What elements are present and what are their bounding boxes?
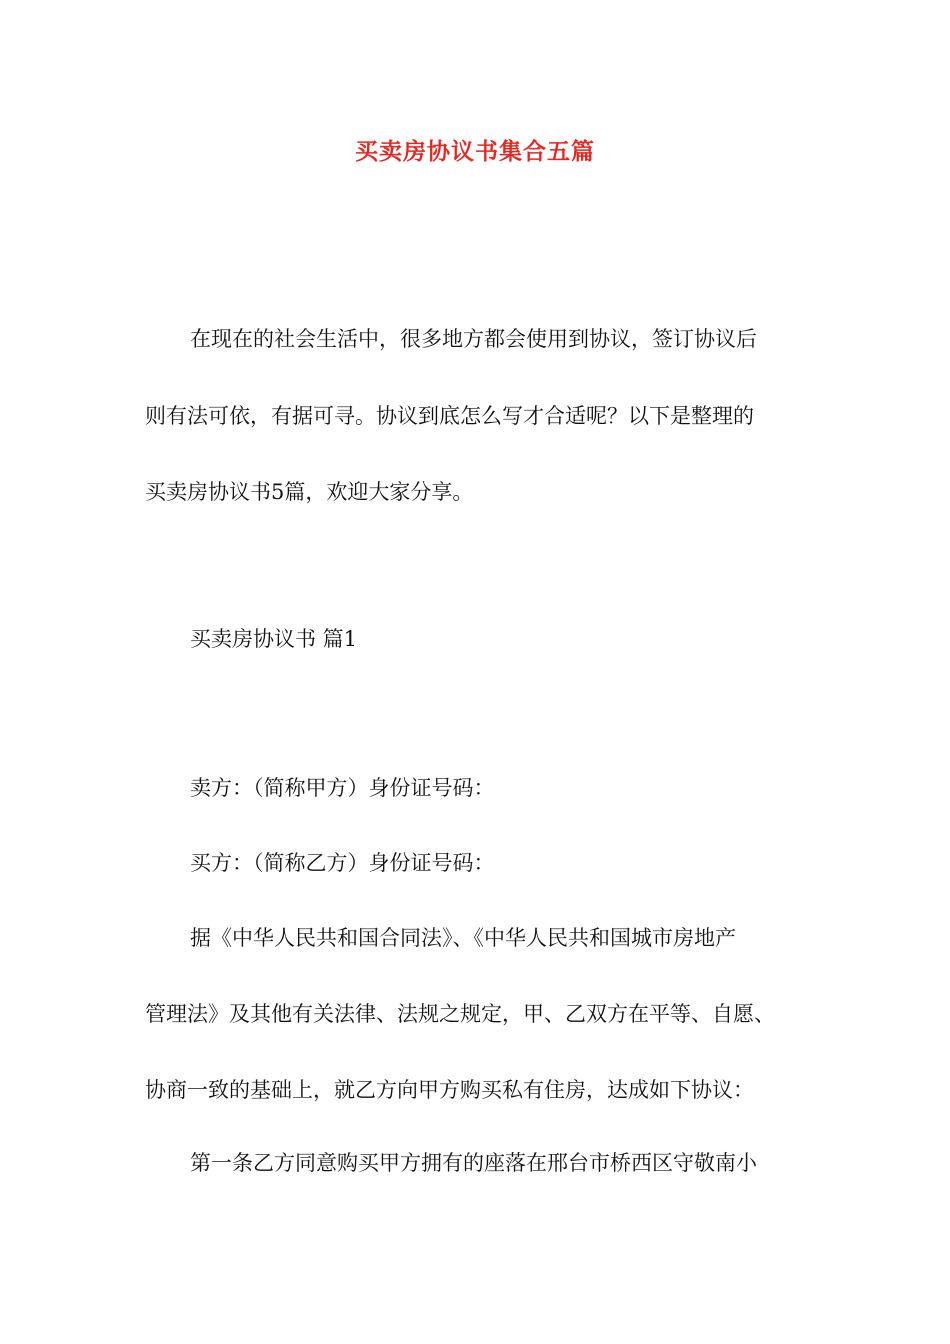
document-title: 买卖房协议书集合五篇 xyxy=(355,138,595,165)
seller-line: 卖方：（简称甲方）身份证号码： xyxy=(190,776,495,800)
basis-line-2: 管理法》及其他有关法律、法规之规定，甲、乙双方在平等、自愿、 xyxy=(145,1002,775,1026)
basis-line-3: 协商一致的基础上，就乙方向甲方购买私有住房，达成如下协议： xyxy=(145,1078,754,1102)
section-heading: 买卖房协议书 篇1 xyxy=(190,627,358,651)
buyer-line: 买方：（简称乙方）身份证号码： xyxy=(190,851,495,875)
intro-line-2: 则有法可依，有据可寻。协议到底怎么写才合适呢？以下是整理的 xyxy=(145,404,754,428)
intro-line-3: 买卖房协议书5篇，欢迎大家分享。 xyxy=(145,480,474,504)
article-one-line: 第一条乙方同意购买甲方拥有的座落在邢台市桥西区守敬南小 xyxy=(190,1151,757,1175)
intro-line-1: 在现在的社会生活中，很多地方都会使用到协议，签订协议后 xyxy=(190,327,757,351)
basis-line-1: 据《中华人民共和国合同法》、《中华人民共和国城市房地产 xyxy=(190,926,736,950)
